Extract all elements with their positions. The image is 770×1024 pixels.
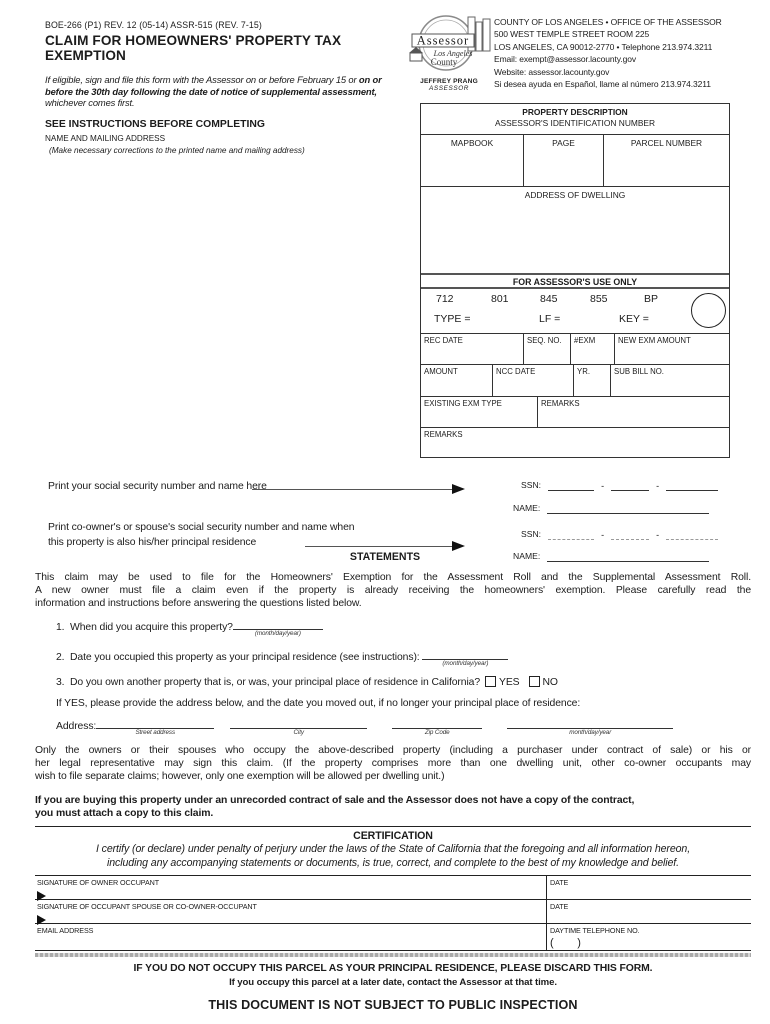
owner-ssn-part1-field[interactable] [548, 480, 594, 491]
q1-date-hint: (month/day/year) [254, 630, 301, 638]
seq-no-field[interactable] [524, 334, 571, 364]
zip-code-field[interactable] [392, 718, 482, 736]
owner-ssn-row [521, 480, 718, 491]
code-855: 855 [590, 293, 608, 305]
ssn-prompt-coowner-line2: this property is also his/her principal residence [48, 537, 257, 548]
header-left [45, 20, 405, 155]
assessor-grid-row-4 [421, 427, 729, 457]
remarks-field-2[interactable] [421, 428, 463, 457]
assessor-officer-title: ASSESSOR [429, 85, 469, 92]
coowner-ssn-label: SSN: [521, 529, 542, 539]
filing-deadline-note [45, 74, 405, 109]
exm-field[interactable] [571, 334, 615, 364]
note-regular-end: whichever comes first. [45, 97, 135, 109]
certification-heading: CERTIFICATION [353, 830, 433, 843]
ncc-date-field[interactable] [493, 365, 574, 396]
seal-county-line1: Los Angeles [433, 49, 473, 58]
yes-checkbox[interactable] [485, 676, 496, 687]
assessor-officer-name: JEFFREY PRANG [420, 78, 478, 85]
agency-line-2: 500 WEST TEMPLE STREET ROOM 225 [494, 29, 650, 40]
ssn-owner-arrow-line [252, 489, 452, 490]
assessor-use-only-banner: FOR ASSESSOR'S USE ONLY [421, 273, 729, 289]
owners-line-1: Only the owners or their spouses who occupy the above-described property (including a purchaser under contract of sale) or his or [35, 745, 751, 757]
address-label: Address: [56, 720, 97, 732]
name-mailing-address-label: NAME AND MAILING ADDRESS [45, 133, 166, 143]
assessor-stamp-circle [691, 293, 726, 328]
contract-line-2: you must attach a copy to this claim. [35, 807, 214, 819]
name-mailing-address-note: (Make necessary corrections to the printed name and mailing address) [49, 145, 305, 155]
spouse-signature-field[interactable] [35, 900, 546, 923]
owners-paragraph [35, 745, 751, 783]
mapbook-label: MAPBOOK [450, 138, 494, 148]
owner-name-field[interactable] [547, 503, 709, 514]
ssn-coowner-arrow-icon [452, 541, 465, 551]
new-exm-amount-field[interactable] [615, 334, 729, 364]
type-label: TYPE = [434, 313, 471, 325]
statements-heading: STATEMENTS [349, 551, 421, 563]
seal-county-line2: County [430, 57, 458, 67]
amount-field[interactable] [421, 365, 493, 396]
amount-label: AMOUNT [424, 367, 458, 376]
existing-exm-type-field[interactable] [421, 397, 538, 427]
remarks-field-1[interactable] [538, 397, 729, 427]
assessor-id-number-label: ASSESSOR'S IDENTIFICATION NUMBER [494, 118, 656, 128]
owner-signature-date-field[interactable] [546, 876, 751, 899]
move-out-date-field[interactable] [507, 718, 673, 736]
street-address-hint: Street address [135, 728, 175, 736]
agency-line-website: Website: assessor.lacounty.gov [494, 66, 610, 77]
daytime-phone-label: DAYTIME TELEPHONE NO. [550, 926, 640, 936]
mapbook-field[interactable] [421, 135, 524, 186]
certification-divider [35, 826, 751, 827]
q3-number: 3. [56, 676, 65, 688]
assessor-seal-logo [406, 13, 492, 92]
ssn-prompt-owner: Print your social security number and name here [48, 481, 267, 492]
owner-ssn-part2-field[interactable] [611, 480, 649, 491]
yr-label: YR. [577, 367, 590, 376]
no-label: NO [542, 676, 558, 688]
city-hint: City [293, 728, 304, 736]
agency-line-spanish: Si desea ayuda en Español, llame al número 213.974.3211 [494, 79, 711, 90]
see-instructions-heading: SEE INSTRUCTIONS BEFORE COMPLETING [45, 118, 265, 130]
form-number: BOE-266 (P1) REV. 12 (05-14) ASSR-515 (REV. 7-15) [45, 20, 262, 30]
code-712: 712 [436, 293, 454, 305]
property-description-title: PROPERTY DESCRIPTION [522, 107, 628, 117]
address-of-dwelling-field[interactable] [421, 186, 729, 273]
lf-label: LF = [539, 313, 561, 325]
owner-name-label: NAME: [513, 503, 541, 513]
q2-number: 2. [56, 652, 65, 664]
owner-signature-label: SIGNATURE OF OWNER OCCUPANT [37, 878, 160, 888]
owner-ssn-label: SSN: [521, 480, 542, 490]
q3-text: Do you own another property that is, or was, your principal place of residence in California? [70, 676, 481, 688]
assessor-grid-row-3 [421, 396, 729, 427]
page-field[interactable] [524, 135, 604, 186]
owner-date-label: DATE [550, 878, 569, 888]
ssn-dash-3: - [601, 530, 605, 540]
assessor-grid-row-2 [421, 364, 729, 396]
ssn-owner-arrow-icon [452, 484, 465, 494]
coowner-ssn-part1-field[interactable] [548, 529, 594, 540]
agency-line-3: LOS ANGELES, CA 90012-2770 • Telephone 213.974.3211 [494, 41, 713, 52]
intro-line-2: A new owner must file a claim even if the property is already receiving the homeowners' exemption. Please carefully read the [35, 584, 751, 596]
email-address-field[interactable] [35, 924, 546, 950]
question-3 [56, 676, 751, 690]
parcel-number-label: PARCEL NUMBER [630, 138, 703, 148]
address-of-dwelling-label: ADDRESS OF DWELLING [524, 190, 626, 200]
statements-body [35, 572, 751, 1012]
zip-code-hint: Zip Code [424, 728, 450, 736]
existing-exm-type-label: EXISTING EXM TYPE [424, 399, 502, 408]
email-phone-row [35, 924, 751, 951]
assessor-seal-icon [406, 13, 492, 75]
move-out-date-hint: month/day/year [569, 728, 612, 736]
remarks-label-2: REMARKS [424, 430, 463, 439]
q1-number: 1. [56, 622, 65, 634]
house-icon [409, 47, 423, 61]
coowner-ssn-row [521, 529, 718, 540]
no-checkbox[interactable] [529, 676, 540, 687]
sub-bill-no-field[interactable] [611, 365, 729, 396]
note-bold: on or before the 30th day following the date of notice of supplemental assessment, [45, 74, 382, 97]
owner-ssn-part3-field[interactable] [666, 480, 718, 491]
owners-line-3: wish to file separate claims; however, only one exemption will be allowed per dwelling unit.) [35, 770, 445, 782]
footer-later-line: If you occupy this parcel at a later date, contact the Assessor at that time. [229, 976, 557, 988]
q2-date-hint: (month/day/year) [442, 660, 489, 668]
ssn-coowner-arrow-line [305, 546, 452, 547]
ncc-date-label: NCC DATE [496, 367, 536, 376]
assessor-codes-row [421, 289, 729, 333]
q2-text: Date you occupied this property as your principal residence (see instructions): [70, 652, 420, 664]
code-845: 845 [540, 293, 558, 305]
q1-text: When did you acquire this property? [70, 622, 233, 634]
intro-line-3: information and instructions before answering the questions listed below. [35, 597, 362, 609]
signature-table [35, 875, 751, 951]
owner-signature-field[interactable] [35, 876, 546, 899]
acquire-date-field[interactable] [233, 619, 323, 638]
parcel-id-columns [421, 134, 729, 186]
owner-name-row [513, 503, 709, 514]
property-description-header [421, 104, 729, 134]
owners-line-2: her legal representative may sign this claim. (If the property comprises more than one dwelling unit, other co-owner occupants may [35, 758, 751, 770]
owner-signature-row [35, 876, 751, 900]
daytime-phone-field[interactable] [546, 924, 751, 950]
property-description-box [420, 103, 730, 458]
contract-notice-paragraph [35, 795, 751, 821]
footer-not-public-line: THIS DOCUMENT IS NOT SUBJECT TO PUBLIC INSPECTION [208, 997, 578, 1012]
assessor-grid-row-1 [421, 333, 729, 364]
ssn-dash-1: - [601, 481, 605, 491]
page-label: PAGE [552, 138, 575, 148]
contract-line-1: If you are buying this property under an unrecorded contract of sale and the Assessor does not have a copy of the contract, [35, 794, 635, 806]
note-regular-start: If eligible, sign and file this form with the Assessor on or before February 15 or [45, 74, 359, 85]
spouse-signature-row [35, 900, 751, 924]
form-title: CLAIM FOR HOMEOWNERS' PROPERTY TAX EXEMPTION [45, 33, 342, 63]
agency-line-1: COUNTY OF LOS ANGELES • OFFICE OF THE ASSESSOR [494, 17, 722, 27]
sub-bill-no-label: SUB BILL NO. [614, 367, 664, 376]
certification-statement-line-1: I certify (or declare) under penalty of perjury under the laws of the State of California that the foregoing and all information hereon, [95, 843, 691, 856]
coowner-ssn-part2-field[interactable] [611, 529, 649, 540]
coowner-name-label: NAME: [513, 551, 541, 561]
ssn-prompt-coowner-line1: Print co-owner's or spouse's social security number and name when [48, 522, 355, 533]
city-field[interactable] [230, 718, 367, 736]
parcel-number-field[interactable] [604, 135, 729, 186]
new-exm-amount-label: NEW EXM AMOUNT [618, 336, 691, 345]
spouse-signature-date-field[interactable] [546, 900, 751, 923]
if-yes-instruction: If YES, please provide the address below, and the date you moved out, if no longer your principal place of residence: [56, 697, 581, 709]
email-address-label: EMAIL ADDRESS [37, 926, 94, 936]
rec-date-field[interactable] [421, 334, 524, 364]
code-bp: BP [644, 293, 659, 305]
agency-line-email: Email: exempt@assessor.lacounty.gov [494, 54, 636, 65]
occupied-date-field[interactable] [422, 649, 508, 668]
key-label: KEY = [619, 313, 649, 325]
certification-statement-line-2: including any accompanying statements or documents, is true, correct, and complete to the best of my knowledge and belief. [107, 856, 679, 869]
seq-no-label: SEQ. NO. [527, 336, 562, 345]
phone-parentheses: ( ) [550, 936, 581, 949]
seal-assessor-text: Assessor [416, 33, 470, 48]
spouse-signature-label: SIGNATURE OF OCCUPANT SPOUSE OR CO-OWNER-OCCUPANT [37, 902, 257, 912]
coowner-ssn-part3-field[interactable] [666, 529, 718, 540]
spouse-date-label: DATE [550, 902, 569, 912]
rec-date-label: REC DATE [424, 336, 463, 345]
street-address-field[interactable] [96, 718, 214, 736]
yr-field[interactable] [574, 365, 611, 396]
question-2 [56, 649, 751, 668]
remarks-label-1: REMARKS [541, 399, 580, 408]
ssn-dash-2: - [656, 481, 660, 491]
exm-label: #EXM [574, 336, 596, 345]
intro-line-1: This claim may be used to file for the Homeowners' Exemption for the Assessment Roll and the Supplemental Assessment Roll. [35, 572, 751, 583]
footer-separator-band [35, 953, 751, 957]
code-801: 801 [491, 293, 509, 305]
question-1 [56, 619, 751, 638]
footer-discard-line: IF YOU DO NOT OCCUPY THIS PARCEL AS YOUR PRINCIPAL RESIDENCE, PLEASE DISCARD THIS FORM. [133, 963, 653, 975]
agency-address-block [494, 16, 762, 90]
previous-address-row [56, 718, 751, 734]
ssn-dash-4: - [656, 530, 660, 540]
yes-label: YES [499, 676, 520, 688]
